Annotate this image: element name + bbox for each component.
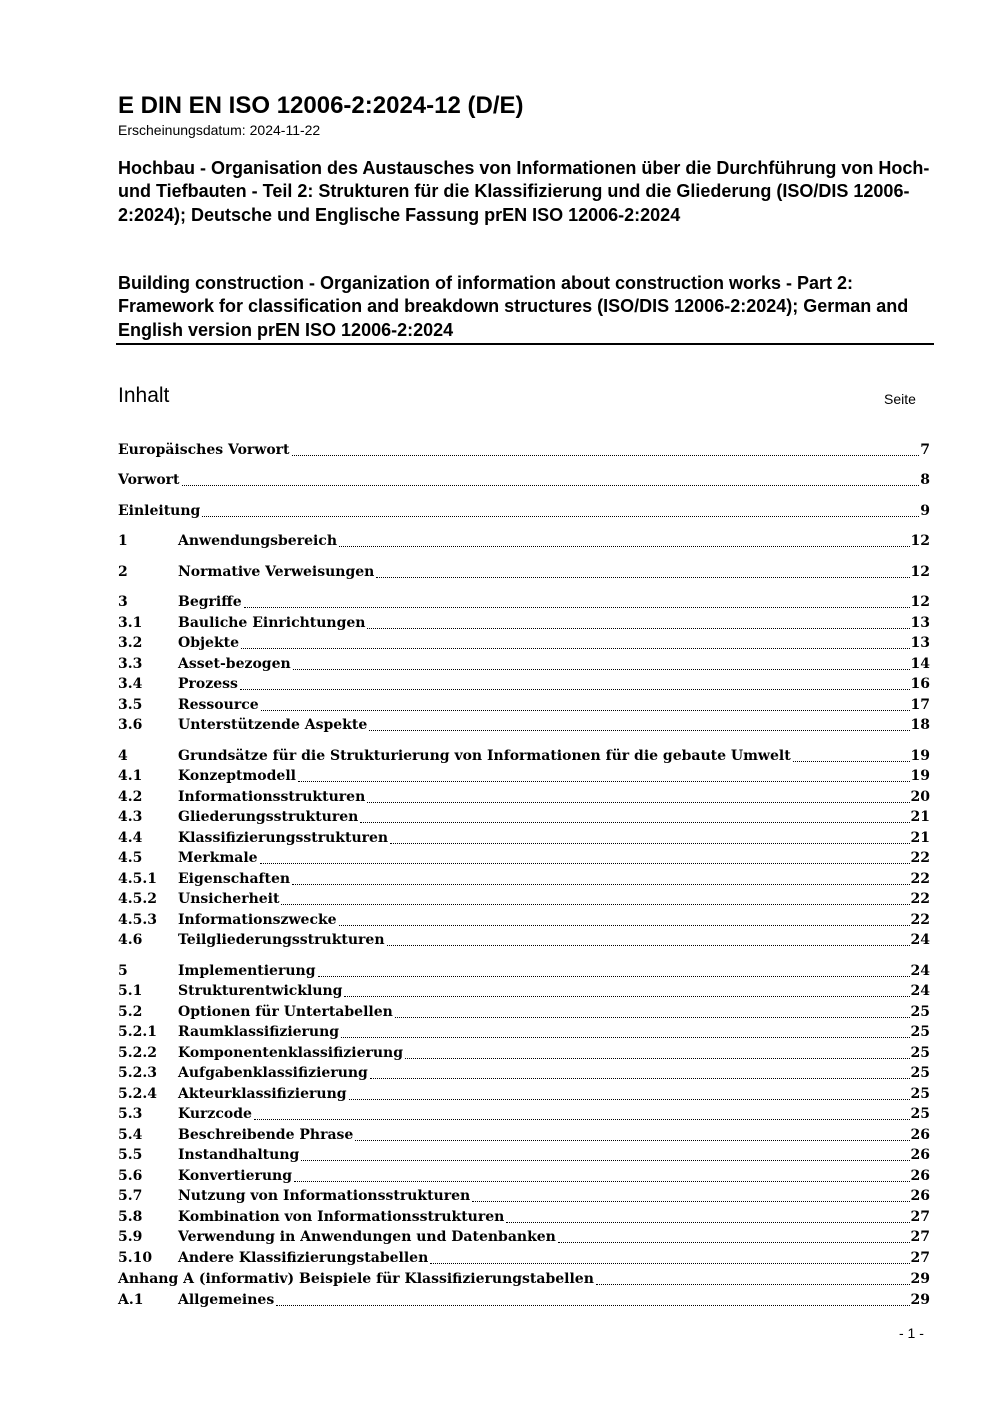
toc-entry-number: 3.4	[118, 676, 143, 692]
toc-entry[interactable]	[118, 531, 930, 551]
toc-entry-title[interactable]: Anhang A (informativ) Beispiele für Klassifizierungstabellen	[118, 1271, 594, 1287]
toc-entry-number: 5.4	[118, 1127, 143, 1143]
toc-dot-leader	[793, 761, 910, 762]
toc-entry-title[interactable]: Konzeptmodell	[178, 768, 296, 784]
toc-dot-leader	[344, 996, 910, 997]
toc-entry-number: 3.2	[118, 635, 143, 651]
toc-entry-title[interactable]: Optionen für Untertabellen	[178, 1004, 393, 1020]
publication-date	[118, 121, 320, 139]
toc-entry[interactable]	[118, 981, 930, 1001]
toc-entry-number: 5.2.1	[118, 1024, 157, 1040]
toc-entry-page: 16	[910, 676, 930, 692]
toc-entry-number: 5.6	[118, 1168, 143, 1184]
toc-entry-number: 4.2	[118, 789, 143, 805]
toc-entry-page: 29	[910, 1292, 930, 1308]
toc-entry-page: 25	[910, 1086, 930, 1102]
toc-dot-leader	[390, 843, 910, 844]
toc-entry-number: 4.5.1	[118, 871, 157, 887]
toc-entry-title[interactable]: Grundsätze für die Strukturierung von Informationen für die gebaute Umwelt	[178, 748, 791, 764]
toc-dot-leader	[596, 1284, 910, 1285]
toc-entry-number: 3.1	[118, 615, 143, 631]
toc-entry[interactable]	[118, 1290, 930, 1310]
toc-entry[interactable]	[118, 1186, 930, 1206]
toc-entry-page: 21	[910, 830, 930, 846]
toc-heading: Inhalt	[118, 384, 170, 407]
toc-entry-number: 4.5.3	[118, 912, 157, 928]
toc-entry-page: 13	[910, 635, 930, 651]
toc-entry-title[interactable]: Anwendungsbereich	[178, 533, 337, 549]
toc-entry-title[interactable]: Europäisches Vorwort	[118, 442, 290, 458]
toc-entry[interactable]	[118, 787, 930, 807]
toc-dot-leader	[281, 904, 910, 905]
toc-dot-leader	[202, 516, 919, 517]
toc-entry-number: 3.6	[118, 717, 143, 733]
toc-dot-leader	[318, 976, 910, 977]
toc-entry[interactable]	[118, 592, 930, 612]
toc-dot-leader	[472, 1201, 910, 1202]
title-divider	[116, 343, 934, 345]
toc-entry-page: 20	[910, 789, 930, 805]
toc-entry[interactable]	[118, 654, 930, 674]
toc-entry-page: 24	[910, 983, 930, 999]
toc-entry-number: 5.7	[118, 1188, 143, 1204]
toc-entry-page: 13	[910, 615, 930, 631]
toc-dot-leader	[369, 730, 910, 731]
toc-entry-title[interactable]: Objekte	[178, 635, 240, 651]
publication-date-label: Erscheinungsdatum:	[118, 122, 246, 138]
toc-entry[interactable]	[118, 930, 930, 950]
toc-entry-page: 26	[910, 1168, 930, 1184]
toc-entry[interactable]	[118, 1084, 930, 1104]
toc-dot-leader	[298, 781, 910, 782]
toc-entry-number: 4.6	[118, 932, 143, 948]
toc-entry[interactable]	[118, 869, 930, 889]
toc-dot-leader	[339, 546, 910, 547]
toc-dot-leader	[430, 1263, 910, 1264]
toc-entry[interactable]	[118, 1207, 930, 1227]
toc-entry-number: 5	[118, 963, 128, 979]
toc-entry-page: 12	[910, 594, 930, 610]
toc-dot-leader	[244, 607, 910, 608]
toc-entry-number: 5.8	[118, 1209, 143, 1225]
toc-entry-title[interactable]: Unterstützende Aspekte	[178, 717, 368, 733]
toc-dot-leader	[182, 485, 919, 486]
toc-entry-title[interactable]: Informationszwecke	[178, 912, 337, 928]
toc-entry-page: 27	[910, 1229, 930, 1245]
toc-entry[interactable]	[118, 1063, 930, 1083]
toc-entry-page: 27	[910, 1250, 930, 1266]
toc-dot-leader	[367, 628, 910, 629]
toc-entry-title[interactable]: Allgemeines	[178, 1292, 275, 1308]
toc-entry-title[interactable]: Instandhaltung	[178, 1147, 300, 1163]
toc-entry-number: 5.3	[118, 1106, 143, 1122]
toc-dot-leader	[294, 1181, 910, 1182]
toc-entry-number: A.1	[118, 1292, 144, 1308]
toc-entry[interactable]	[118, 1002, 930, 1022]
toc-dot-leader	[349, 1099, 910, 1100]
toc-entry[interactable]	[118, 1227, 930, 1247]
toc-dot-leader	[292, 455, 919, 456]
toc-entry-page: 7	[920, 442, 930, 458]
toc-dot-leader	[367, 802, 910, 803]
footer-page-number: - 1 -	[899, 1325, 924, 1341]
toc-entry-title[interactable]: Vorwort	[118, 472, 180, 488]
toc-entry-title[interactable]: Komponentenklassifizierung	[178, 1045, 404, 1061]
toc-entry-number: 5.9	[118, 1229, 143, 1245]
toc-entry-number: 5.1	[118, 983, 143, 999]
toc-dot-leader	[292, 884, 910, 885]
toc-entry-page: 26	[910, 1188, 930, 1204]
toc-entry-title[interactable]: Konvertierung	[178, 1168, 293, 1184]
toc-entry[interactable]	[118, 613, 930, 633]
toc-entry[interactable]	[118, 961, 930, 981]
toc-entry-number: 4.3	[118, 809, 143, 825]
toc-dot-leader	[339, 925, 910, 926]
toc-entry[interactable]	[118, 828, 930, 848]
toc-entry-page: 22	[910, 891, 930, 907]
toc-dot-leader	[360, 822, 910, 823]
toc-entry-title[interactable]: Bauliche Einrichtungen	[178, 615, 366, 631]
toc-entry-title[interactable]: Andere Klassifizierungstabellen	[178, 1250, 429, 1266]
toc-entry[interactable]	[118, 1248, 930, 1268]
toc-entry-number: 4.4	[118, 830, 143, 846]
toc-dot-leader	[506, 1222, 910, 1223]
toc-entry[interactable]	[118, 501, 930, 521]
toc-entry-title[interactable]: Informationsstrukturen	[178, 789, 366, 805]
title-german: Hochbau - Organisation des Austausches von Informationen über die Durchführung von Hoch- und Tiefbauten - Teil 2: Strukturen für die Klassifizierung und die Gliederung (ISO/DIS 12006-2:2024); Deutsche und Englische Fassung prEN ISO 12006-2:2024	[118, 158, 930, 225]
toc-entry-number: 2	[118, 564, 128, 580]
toc-entry-number: 3.3	[118, 656, 143, 672]
document-id: E DIN EN ISO 12006-2:2024-12 (D/E)	[118, 92, 524, 119]
toc-entry-number: 1	[118, 533, 128, 549]
toc-entry-title[interactable]: Kombination von Informationsstrukturen	[178, 1209, 505, 1225]
toc-entry-title[interactable]: Gliederungsstrukturen	[178, 809, 359, 825]
toc-entry-title[interactable]: Unsicherheit	[178, 891, 280, 907]
toc-entry[interactable]	[118, 910, 930, 930]
toc-dot-leader	[260, 863, 910, 864]
toc-entry-page: 21	[910, 809, 930, 825]
toc-entry-number: 4.5	[118, 850, 143, 866]
toc-entry-title[interactable]: Normative Verweisungen	[178, 564, 375, 580]
toc-entry-page: 8	[920, 472, 930, 488]
toc-entry[interactable]	[118, 848, 930, 868]
toc-entry[interactable]	[118, 440, 930, 460]
toc-dot-leader	[558, 1242, 910, 1243]
toc-entry-title[interactable]: Beschreibende Phrase	[178, 1127, 354, 1143]
toc-entry-page: 18	[910, 717, 930, 733]
toc-entry-number: 3	[118, 594, 128, 610]
toc-entry-title[interactable]: Prozess	[178, 676, 238, 692]
toc-dot-leader	[395, 1017, 910, 1018]
toc-entry[interactable]	[118, 766, 930, 786]
toc-entry[interactable]	[118, 1022, 930, 1042]
toc-entry-title[interactable]: Begriffe	[178, 594, 242, 610]
toc-dot-leader	[276, 1305, 910, 1306]
toc-entry-title[interactable]: Merkmale	[178, 850, 258, 866]
toc-entry[interactable]	[118, 1043, 930, 1063]
toc-entry-page: 19	[910, 748, 930, 764]
title-english: Building construction - Organization of information about construction works - Part 2: Framework for classification and breakdown structures (ISO/DIS 12006-2:2024); German and English version prEN ISO 12006-2:2024	[118, 273, 909, 340]
toc-entry[interactable]	[118, 674, 930, 694]
toc-dot-leader	[261, 710, 910, 711]
toc-entry-page: 12	[910, 564, 930, 580]
toc-entry[interactable]	[118, 1104, 930, 1124]
toc-entry-page: 19	[910, 768, 930, 784]
toc-entry-title[interactable]: Ressource	[178, 697, 259, 713]
toc-entry[interactable]	[118, 1125, 930, 1145]
toc-entry-number: 4.1	[118, 768, 143, 784]
toc-entry-title[interactable]: Nutzung von Informationsstrukturen	[178, 1188, 471, 1204]
toc-dot-leader	[370, 1078, 910, 1079]
toc-entry-page: 14	[910, 656, 930, 672]
toc-entry-page: 27	[910, 1209, 930, 1225]
toc-dot-leader	[376, 577, 910, 578]
toc-entry-page: 29	[910, 1271, 930, 1287]
toc-entry-page: 25	[910, 1045, 930, 1061]
toc-entry-number: 5.2.2	[118, 1045, 157, 1061]
toc-entry-page: 25	[910, 1004, 930, 1020]
toc-entry-title[interactable]: Raumklassifizierung	[178, 1024, 340, 1040]
toc-entry[interactable]	[118, 715, 930, 735]
toc-entry[interactable]	[118, 633, 930, 653]
publication-date-value: 2024-11-22	[249, 122, 321, 138]
toc-entry-number: 5.10	[118, 1250, 153, 1266]
toc-entry[interactable]	[118, 1166, 930, 1186]
toc-entry-title[interactable]: Asset-bezogen	[178, 656, 291, 672]
toc-entry[interactable]	[118, 746, 930, 766]
toc-entry-number: 3.5	[118, 697, 143, 713]
toc-dot-leader	[355, 1140, 910, 1141]
toc-entry[interactable]	[118, 695, 930, 715]
toc-entry-page: 22	[910, 850, 930, 866]
toc-entry-title[interactable]: Aufgabenklassifizierung	[178, 1065, 368, 1081]
toc-entry-page: 17	[910, 697, 930, 713]
toc-entry-title[interactable]: Strukturentwicklung	[178, 983, 343, 999]
toc-entry[interactable]	[118, 562, 930, 582]
toc-dot-leader	[240, 689, 910, 690]
toc-entry[interactable]	[118, 1145, 930, 1165]
toc-entry[interactable]	[118, 1269, 930, 1289]
toc-entry-page: 12	[910, 533, 930, 549]
toc-entry-number: 5.2	[118, 1004, 143, 1020]
toc-entry[interactable]	[118, 889, 930, 909]
toc-entry-title[interactable]: Eigenschaften	[178, 871, 291, 887]
toc-entry-title[interactable]: Kurzcode	[178, 1106, 252, 1122]
toc-entry-title[interactable]: Akteurklassifizierung	[178, 1086, 347, 1102]
toc-entry-page: 26	[910, 1127, 930, 1143]
toc-entry-title[interactable]: Implementierung	[178, 963, 316, 979]
toc-entry-page: 24	[910, 932, 930, 948]
toc-entry-page: 24	[910, 963, 930, 979]
toc-dot-leader	[405, 1058, 910, 1059]
toc-entry-page: 25	[910, 1024, 930, 1040]
toc-dot-leader	[301, 1160, 910, 1161]
toc-dot-leader	[387, 945, 910, 946]
toc-entry-page: 9	[920, 503, 930, 519]
toc-dot-leader	[254, 1119, 910, 1120]
toc-dot-leader	[293, 669, 910, 670]
toc-entry-number: 5.5	[118, 1147, 143, 1163]
toc-entry-number: 4	[118, 748, 128, 764]
toc-page-column-label: Seite	[884, 391, 916, 407]
toc-entry-page: 22	[910, 912, 930, 928]
toc-entry-page: 25	[910, 1065, 930, 1081]
toc-dot-leader	[341, 1037, 910, 1038]
toc-entry-title[interactable]: Teilgliederungsstrukturen	[178, 932, 385, 948]
toc-entry-page: 26	[910, 1147, 930, 1163]
toc-entry-title[interactable]: Einleitung	[118, 503, 201, 519]
toc-entry-number: 4.5.2	[118, 891, 157, 907]
toc-entry-title[interactable]: Klassifizierungsstrukturen	[178, 830, 389, 846]
toc-entry-number: 5.2.3	[118, 1065, 157, 1081]
toc-entry[interactable]	[118, 470, 930, 490]
toc-entry-page: 22	[910, 871, 930, 887]
toc-entry-number: 5.2.4	[118, 1086, 157, 1102]
toc-entry-page: 25	[910, 1106, 930, 1122]
toc-entry[interactable]	[118, 807, 930, 827]
toc-dot-leader	[241, 648, 910, 649]
toc-entry-title[interactable]: Verwendung in Anwendungen und Datenbanken	[178, 1229, 556, 1245]
